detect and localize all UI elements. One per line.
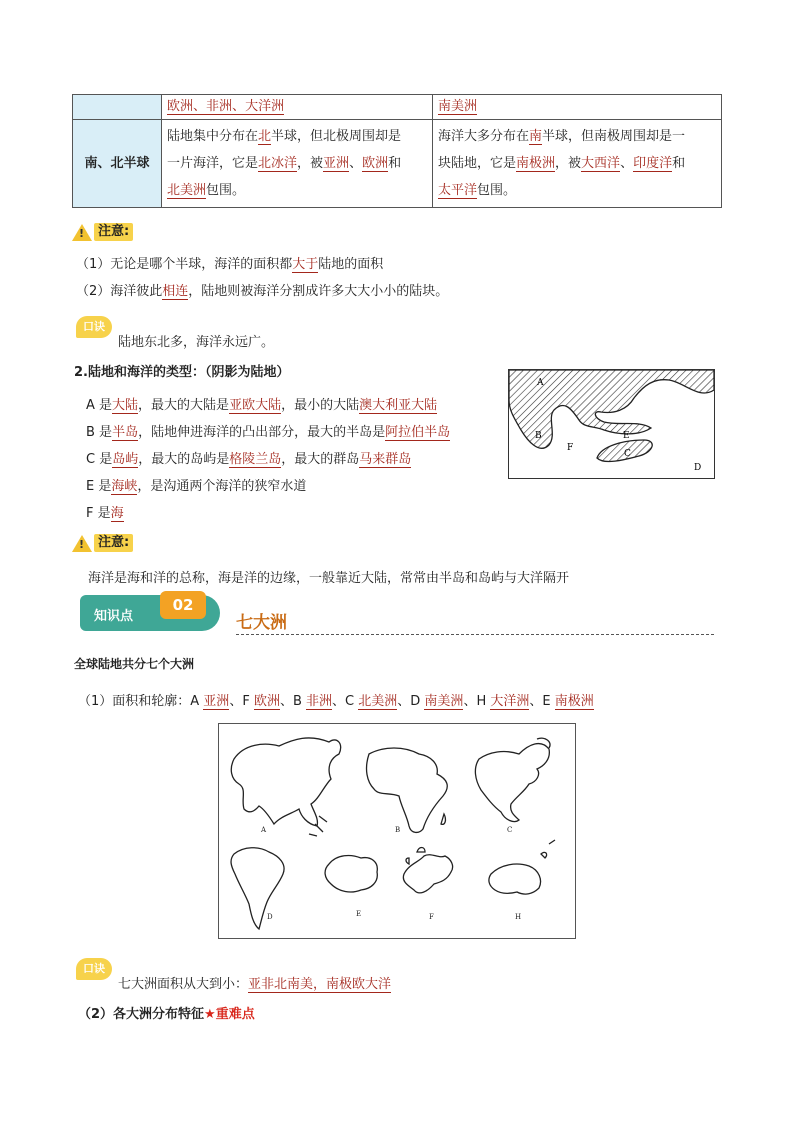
text-segment: （2）海洋彼此 — [76, 284, 163, 299]
text-segment: 、E — [529, 694, 555, 709]
world-label-e: E — [356, 910, 362, 918]
map-label-a: A — [537, 378, 544, 388]
answer-text: 非洲 — [206, 99, 233, 114]
area-line — [78, 690, 594, 709]
kp-number: 02 — [160, 591, 206, 619]
text-segment: ，是沟通两个海洋的狭窄水道 — [137, 479, 307, 494]
knowledge-point-tag — [80, 595, 220, 631]
text-segment: （1）无论是哪个半球，海洋的面积都 — [76, 257, 293, 272]
type-line — [86, 502, 124, 521]
text-segment: E 是 — [86, 479, 112, 494]
answer-text: 南极洲 — [516, 156, 556, 171]
answer-text: 北冰洋 — [258, 156, 298, 171]
answer-text: 大陆 — [112, 398, 139, 413]
text-segment: C 是 — [86, 452, 113, 467]
section-heading: （2）各大洲分布特征★重难点 — [78, 1007, 255, 1022]
note-label: 注意: — [94, 534, 133, 552]
note-text: 海洋是海和洋的总称，海是洋的边缘，一般靠近大陆，常常由半岛和岛屿与大洋隔开 — [88, 571, 570, 586]
text-segment: ，被 — [297, 156, 324, 171]
warning-icon — [72, 535, 92, 552]
europe-shape — [403, 855, 452, 893]
text-segment: B 是 — [86, 425, 113, 440]
answer-text: 欧洲 — [253, 694, 280, 709]
text-segment: 包围。 — [206, 183, 246, 198]
star-icon: ★ — [204, 1007, 216, 1022]
answer-text: 南 — [529, 129, 543, 144]
answer-text: 南美洲 — [424, 694, 464, 709]
text-segment: ，陆地伸进海洋的凸出部分，最大的半岛是 — [138, 425, 386, 440]
text-segment: A 是 — [86, 398, 113, 413]
answer-text: 南极洲 — [554, 694, 594, 709]
type-line — [86, 448, 411, 467]
answer-text: 欧洲 — [362, 156, 389, 171]
text-segment: F 是 — [86, 506, 111, 521]
hemisphere-table — [72, 94, 722, 208]
answer-text: 非洲 — [306, 694, 333, 709]
answer-text: 印度洋 — [633, 156, 673, 171]
text-segment: 陆地集中分布在 — [167, 129, 259, 144]
answer-text: 大西洋 — [581, 156, 621, 171]
type-line — [86, 421, 450, 440]
text-segment: 半球，但南极周围却是一 — [542, 129, 686, 144]
text-segment: ，最小的大陆 — [281, 398, 360, 413]
text-segment: 块陆地，它是 — [438, 156, 517, 171]
table-cell — [162, 120, 433, 208]
answer-text: 、 — [232, 99, 246, 114]
answer-text: 南美洲 — [438, 99, 478, 114]
answer-text: 相连 — [162, 284, 189, 299]
world-label-f: F — [429, 913, 434, 921]
answer-text: 亚洲 — [203, 694, 230, 709]
land-sea-diagram — [508, 369, 715, 479]
text-segment: 、H — [463, 694, 491, 709]
koujue-text — [118, 973, 391, 992]
section-heading: 2.陆地和海洋的类型：（阴影为陆地） — [74, 365, 290, 380]
antarctica-shape — [325, 856, 377, 892]
answer-text: 、 — [193, 99, 207, 114]
north-america-shape — [475, 744, 549, 822]
text-segment: 、B — [279, 694, 307, 709]
answer-text: 太平洋 — [438, 183, 478, 198]
world-label-b: B — [395, 826, 401, 834]
text-segment: 和 — [388, 156, 402, 171]
table-cell — [433, 95, 722, 120]
divider — [236, 634, 714, 635]
text-segment: 和 — [672, 156, 686, 171]
oceania-shape — [489, 864, 541, 894]
map-label-c: C — [624, 449, 631, 459]
text-segment: 海洋大多分布在 — [438, 129, 530, 144]
note-tag — [72, 222, 133, 242]
text-segment: 、 — [349, 156, 363, 171]
text-segment: 七大洲面积从大到小： — [118, 977, 249, 992]
warning-icon — [72, 224, 92, 241]
answer-text: 格陵兰岛 — [229, 452, 282, 467]
answer-text: 澳大利亚大陆 — [359, 398, 438, 413]
text-segment: ，陆地则被海洋分割成许多大大小小的陆块。 — [188, 284, 449, 299]
world-label-c: C — [507, 826, 513, 834]
answer-text: 北 — [258, 129, 272, 144]
south-america-shape — [231, 848, 284, 929]
type-line — [86, 475, 306, 494]
text-segment: ，最大的岛屿是 — [138, 452, 230, 467]
map-label-d: D — [694, 463, 702, 473]
text-segment: （1）面积和轮廓：A — [78, 694, 204, 709]
answer-text: 亚洲 — [323, 156, 350, 171]
text-segment: 陆地的面积 — [318, 257, 384, 272]
answer-text: 马来群岛 — [359, 452, 412, 467]
answer-text: 大洋洲 — [245, 99, 285, 114]
note-tag — [72, 533, 133, 553]
answer-text: 亚欧大陆 — [229, 398, 282, 413]
text-segment: 、F — [229, 694, 254, 709]
continents-figure — [218, 723, 576, 939]
world-label-d: D — [267, 913, 273, 921]
answer-text: 欧洲 — [167, 99, 194, 114]
map-label-b: B — [535, 431, 542, 441]
answer-text: 海峡 — [111, 479, 138, 494]
answer-text: 阿拉伯半岛 — [385, 425, 451, 440]
section-heading: 全球陆地共分七个大洲 — [74, 657, 195, 671]
world-label-h: H — [515, 913, 522, 921]
text-segment: 包围。 — [477, 183, 517, 198]
koujue-badge: 口诀 — [76, 958, 112, 980]
type-line — [86, 394, 437, 413]
table-cell — [433, 120, 722, 208]
answer-text: 大于 — [292, 257, 319, 272]
table-cell-empty — [73, 95, 162, 120]
koujue-badge: 口诀 — [76, 316, 112, 338]
world-label-a: A — [261, 826, 267, 834]
answer-text: 北美洲 — [167, 183, 207, 198]
answer-text: 半岛 — [112, 425, 139, 440]
text-segment: ，最大的群岛 — [281, 452, 360, 467]
text-segment: ，最大的大陆是 — [138, 398, 230, 413]
text-segment: 、 — [620, 156, 634, 171]
text-segment: 一片海洋，它是 — [167, 156, 259, 171]
africa-shape — [367, 748, 448, 832]
text-segment: 、C — [332, 694, 359, 709]
text-segment: 半球，但北极周围却是 — [271, 129, 402, 144]
table-cell — [162, 95, 433, 120]
koujue-text: 陆地东北多，海洋永远广。 — [118, 335, 275, 350]
kp-label: 知识点 — [94, 609, 134, 624]
map-label-f: F — [567, 443, 574, 453]
note-line — [76, 253, 383, 272]
text-segment: ，被 — [555, 156, 582, 171]
answer-text: 北美洲 — [358, 694, 398, 709]
answer-text: 岛屿 — [112, 452, 139, 467]
asia-shape — [231, 738, 340, 826]
note-label: 注意: — [94, 223, 133, 241]
kp-title: 七大洲 — [236, 613, 287, 633]
answer-text: 海 — [110, 506, 124, 521]
table-row-label: 南、北半球 — [73, 120, 162, 208]
map-label-e: E — [623, 431, 630, 441]
answer-text: 大洋洲 — [490, 694, 530, 709]
answer-text: 亚非北南美，南极欧大洋 — [248, 977, 392, 992]
text-segment: 、D — [397, 694, 425, 709]
note-line — [76, 280, 448, 299]
